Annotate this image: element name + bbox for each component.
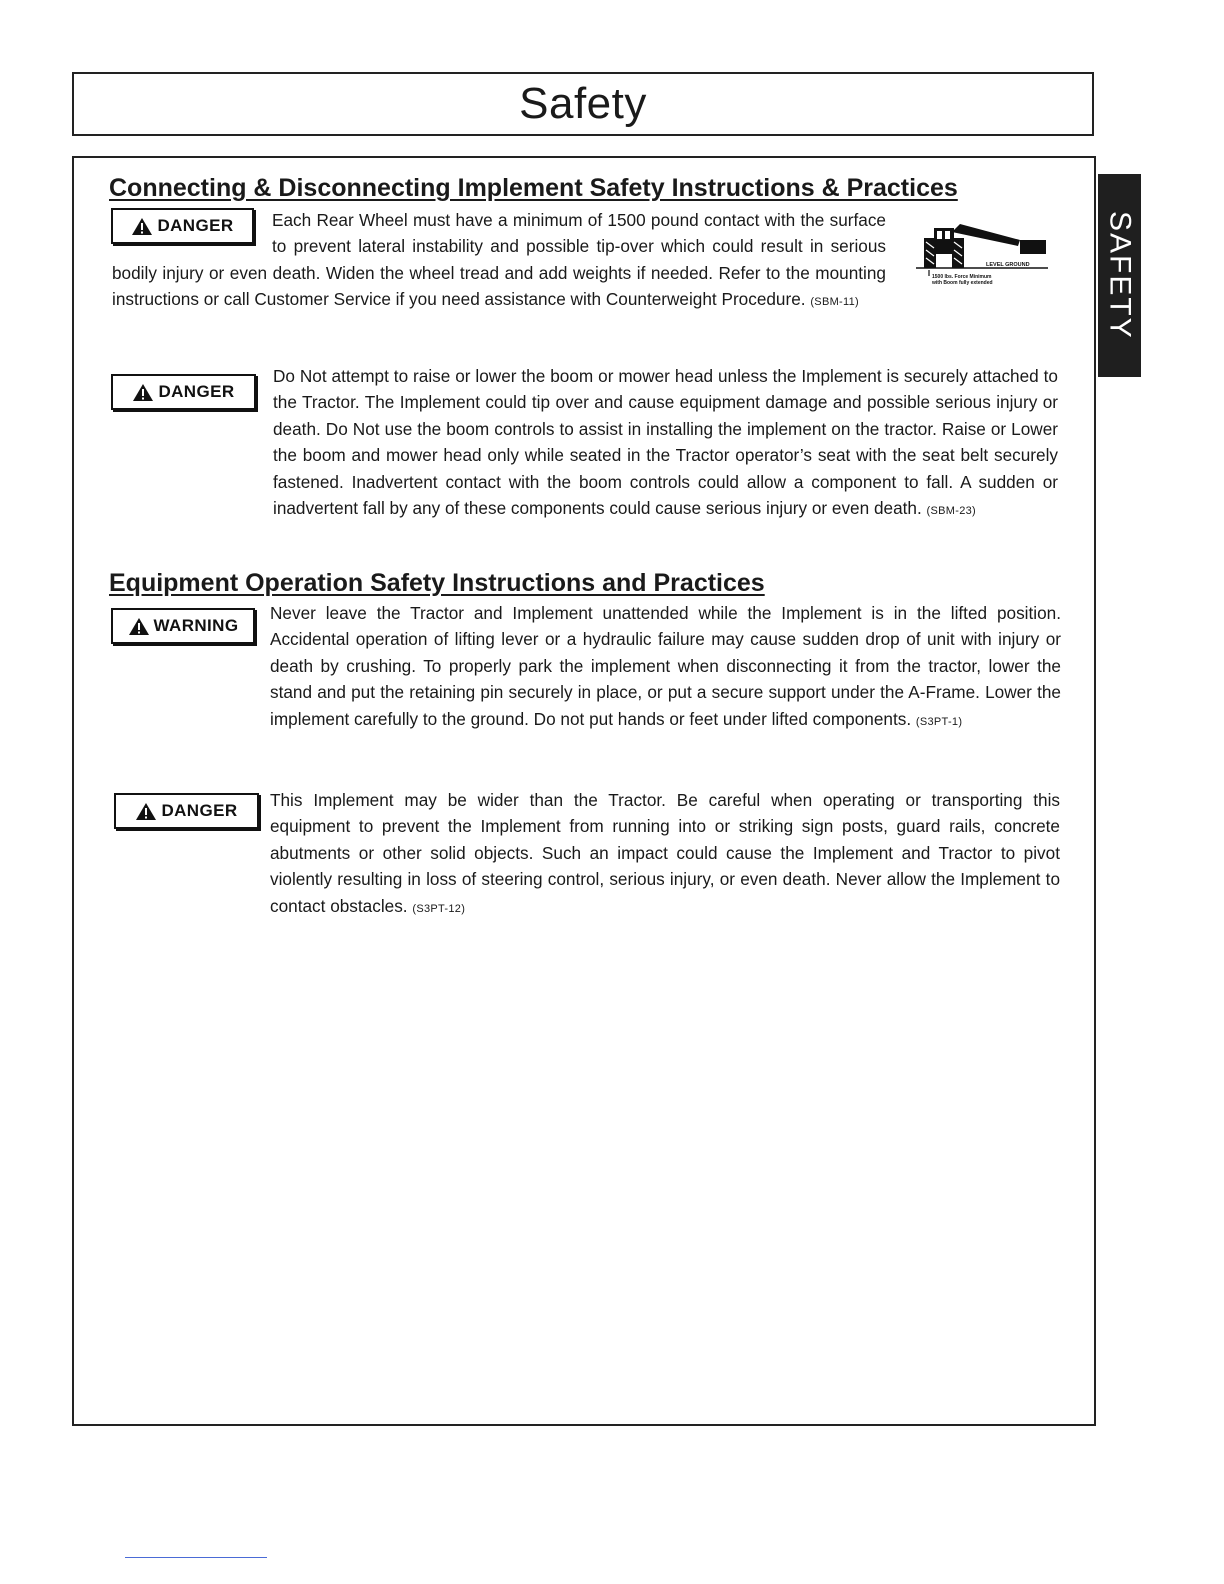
warning-triangle-icon — [135, 802, 157, 821]
side-tab-label: SAFETY — [1103, 211, 1137, 340]
safety-paragraph — [270, 600, 1061, 735]
figure-label-force-1: 1500 lbs. Force Minimum — [932, 274, 992, 280]
reference-code: (S3PT-12) — [412, 902, 466, 915]
badge-label: DANGER — [158, 382, 235, 401]
badge-spacer — [112, 207, 272, 259]
safety-paragraph — [112, 207, 886, 316]
warning-triangle-icon — [128, 617, 150, 636]
paragraph-text: Do Not attempt to raise or lower the boom or mower head unless the Implement is securely attached to the Tractor. The Implement could tip over and cause equipment damage and possible serious injury or death. Do Not use the boom controls to assist in installing the implement on the tractor. Raise or Lower the boom and mower head only while seated in the Tractor operator’s seat with the seat belt securely fastened. Inadvertent contact with the boom controls could allow a component to fall. A sudden or inadvertent fall by any of these components could cause serious injury or even death. — [273, 366, 1058, 519]
figure-label-ground: LEVEL GROUND — [986, 262, 1030, 268]
danger-badge — [111, 374, 256, 410]
danger-badge — [114, 793, 259, 829]
badge-label: DANGER — [157, 216, 234, 235]
warning-badge — [111, 608, 255, 644]
paragraph-text: This Implement may be wider than the Tractor. Be careful when operating or transporting this equipment to prevent the Implement from running into or striking sign posts, guard rails, concrete abutments or other solid objects. Such an impact could cause the Implement and Tractor to pivot violently resulting in loss of steering control, serious injury, or even death. Never allow the Implement to contact obstacles. — [270, 790, 1060, 916]
reference-code: (SBM-23) — [926, 505, 976, 518]
section-heading-operation: Equipment Operation Safety Instructions and Practices — [109, 569, 765, 597]
badge-label: WARNING — [153, 616, 239, 635]
warning-triangle-icon — [132, 383, 154, 402]
safety-paragraph — [270, 787, 1060, 922]
reference-code: (SBM-11) — [810, 296, 859, 309]
section-side-tab — [1098, 174, 1141, 377]
tractor-boom-diagram — [912, 218, 1052, 290]
footer-rule — [125, 1557, 267, 1558]
figure-label-force-2: with Boom fully extended — [932, 280, 993, 286]
page-title-box — [72, 72, 1094, 136]
paragraph-text: Never leave the Tractor and Implement unattended while the Implement is in the lifted position. Accidental operation of lifting lever or a hydraulic failure may cause sudden drop of unit with injury or death by crushing. To properly park the implement when disconnecting it from the tractor, lower the stand and put the retaining pin securely in place, or put a secure support under the A-Frame. Lower the implement carefully to the ground. Do not put hands or feet under lifted components. — [270, 603, 1061, 729]
reference-code: (S3PT-1) — [915, 715, 963, 728]
section-heading-connecting: Connecting & Disconnecting Implement Safety Instructions & Practices — [109, 174, 958, 202]
badge-label: DANGER — [161, 801, 238, 820]
safety-paragraph — [273, 363, 1058, 524]
page-title: Safety — [519, 79, 647, 128]
paragraph-text: Each Rear Wheel must have a minimum of 1500 pound contact with the surface to prevent lateral instability and possible tip-over which could result in serious bodily injury or even death. Widen the wheel tread and add weights if needed. Refer to the mounting instructions or call Customer Service if you need assistance with Counterweight Procedure. — [112, 210, 886, 310]
